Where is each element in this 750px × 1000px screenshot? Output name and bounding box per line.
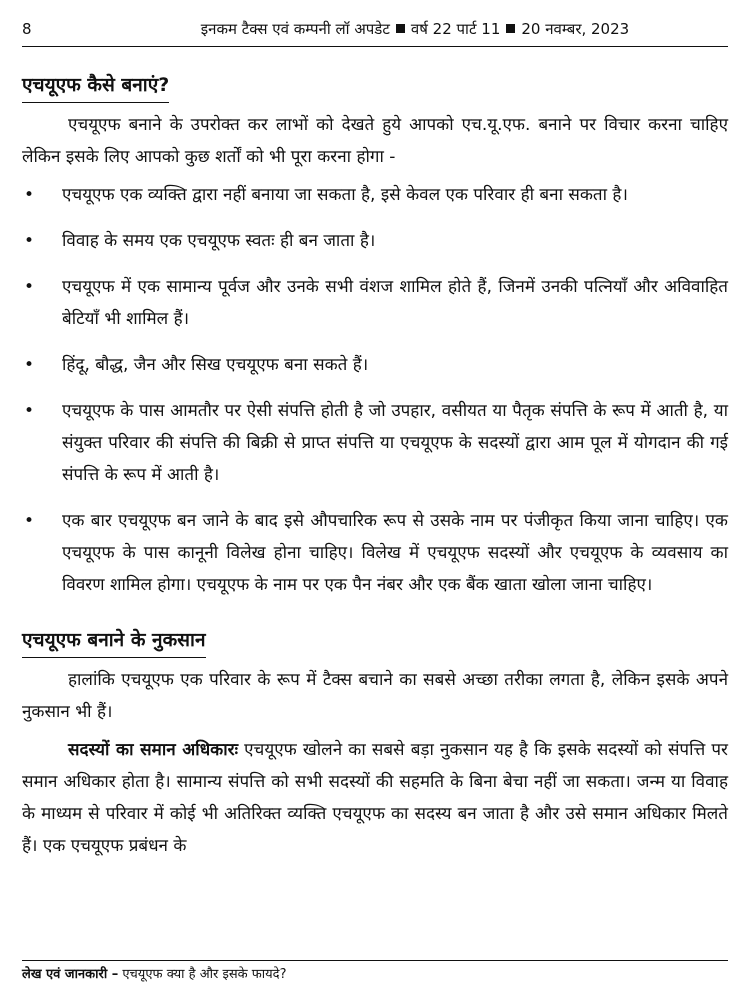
footer-label: लेख एवं जानकारी – (22, 967, 119, 982)
volume-info: वर्ष 22 पार्ट 11 (410, 20, 501, 38)
running-footer (22, 964, 728, 986)
article-body (22, 60, 728, 868)
bullet-icon: • (24, 231, 35, 251)
issue-date: 20 नवम्बर, 2023 (521, 20, 630, 38)
list-item: • एचयूएफ में एक सामान्य पूर्वज और उनके सभी वंशज शामिल होते हैं, जिनमें उनकी पत्नियाँ और अविवाहित बेटियाँ भी शामिल हैं। (22, 271, 728, 335)
list-item: • एचयूएफ के पास आमतौर पर ऐसी संपत्ति होती है जो उपहार, वसीयत या पैतृक संपत्ति के रूप में आती है, या संयुक्त परिवार की संपत्ति की बिक्री से प्राप्त संपत्ति या एचयूएफ के सदस्यों द्वारा आम पूल में योगदान की गई संपत्ति के रूप में आती है। (22, 395, 728, 491)
paragraph-equal-rights (22, 734, 728, 862)
footer-divider (22, 960, 728, 961)
paragraph-disadvantages-intro: हालांकि एचयूएफ एक परिवार के रूप में टैक्स बचाने का सबसे अच्छा तरीका लगता है, लेकिन इसके अपने नुकसान भी हैं। (22, 670, 728, 722)
square-separator-icon (396, 24, 405, 33)
journal-line (102, 14, 728, 44)
list-item: • विवाह के समय एक एचयूएफ स्वतः ही बन जाता है। (22, 225, 728, 257)
section-heading-how-to-form: एचयूएफ कैसे बनाएं? (22, 68, 169, 103)
point-text: एचयूएफ खोलने का सबसे बड़ा नुकसान यह है कि इसके सदस्यों को संपत्ति पर समान अधिकार होता है। सामान्य संपत्ति को सभी सदस्यों की सहमति के बिना बेचा नहीं जा सकता। जन्म या विवाह के माध्यम से परिवार में कोई भी अतिरिक्त व्यक्ति एचयूएफ का सदस्य बन जाता है और उसे समान अधिकार मिलते हैं। एक एचयूएफ प्रबंधन के (22, 740, 728, 856)
header-divider (22, 46, 728, 47)
journal-title: इनकम टैक्स एवं कम्पनी लॉ अपडेट (200, 20, 390, 38)
list-item: • हिंदू, बौद्ध, जैन और सिख एचयूएफ बना सकते हैं। (22, 349, 728, 381)
section-heading-disadvantages: एचयूएफ बनाने के नुकसान (22, 623, 206, 658)
page-number: 8 (22, 20, 32, 38)
bullet-icon: • (24, 401, 35, 421)
conditions-list (22, 179, 728, 601)
bullet-icon: • (24, 277, 35, 297)
square-separator-icon (506, 24, 515, 33)
list-item: • एक बार एचयूएफ बन जाने के बाद इसे औपचारिक रूप से उसके नाम पर पंजीकृत किया जाना चाहिए। एक एचयूएफ के पास कानूनी विलेख होना चाहिए। विलेख में एचयूएफ सदस्यों और एचयूएफ के व्यवसाय का विवरण शामिल होगा। एचयूएफ के नाम पर एक पैन नंबर और एक बैंक खाता खोला जाना चाहिए। (22, 505, 728, 601)
paragraph-intro: एचयूएफ बनाने के उपरोक्त कर लाभों को देखते हुये आपको एच.यू.एफ. बनाने पर विचार करना चाहिए लेकिन इसके लिए आपको कुछ शर्तों को भी पूरा करना होगा - (22, 115, 728, 167)
list-item: • एचयूएफ एक व्यक्ति द्वारा नहीं बनाया जा सकता है, इसे केवल एक परिवार ही बना सकता है। (22, 179, 728, 211)
footer-title: एचयूएफ क्या है और इसके फायदे? (122, 967, 287, 982)
bullet-icon: • (24, 355, 35, 375)
running-header (22, 14, 728, 44)
bullet-icon: • (24, 185, 35, 205)
bullet-icon: • (24, 511, 35, 531)
point-lead: सदस्यों का समान अधिकारः (68, 740, 239, 760)
